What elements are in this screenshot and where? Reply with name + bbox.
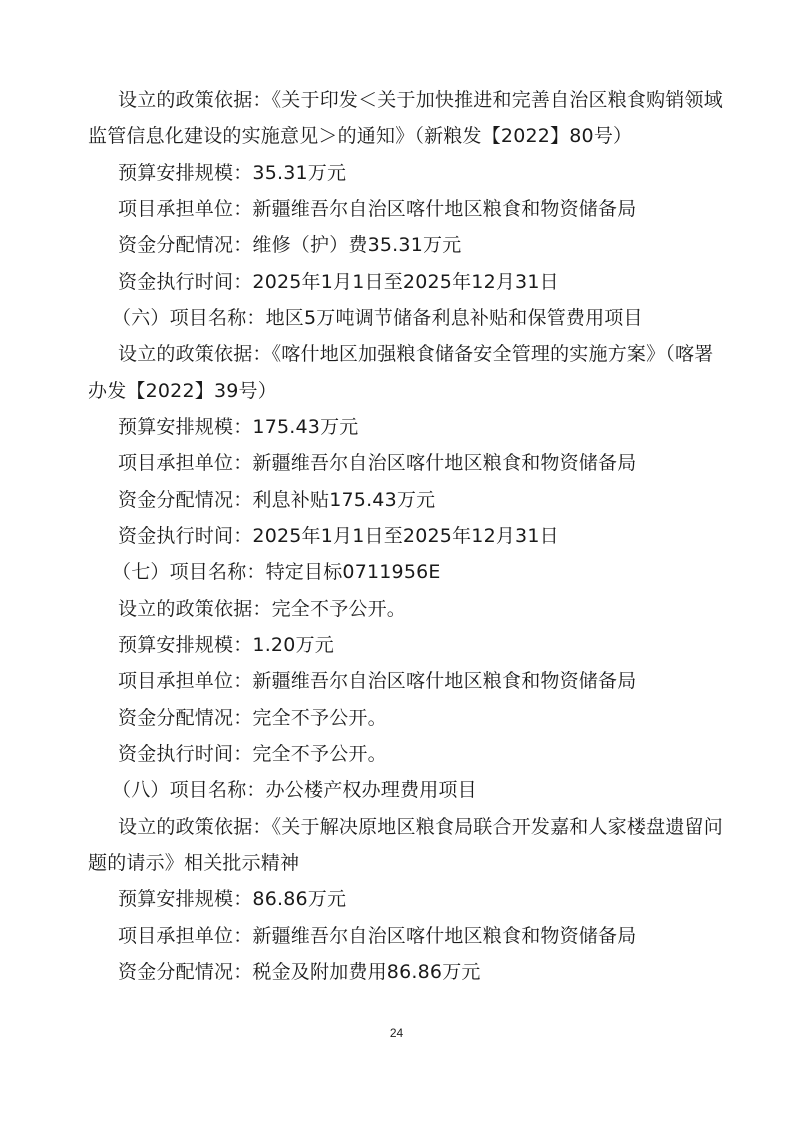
- text-line: 预算安排规模：35.31万元: [118, 162, 347, 184]
- text-line: 资金分配情况：完全不予公开。: [118, 707, 387, 729]
- text-line: 资金分配情况：维修（护）费35.31万元: [118, 234, 462, 256]
- section-heading: （七）项目名称：特定目标0711956E: [112, 561, 441, 583]
- text-line: 预算安排规模：1.20万元: [118, 634, 334, 656]
- text-line: 资金分配情况：利息补贴175.43万元: [118, 489, 436, 511]
- text-line: 项目承担单位：新疆维吾尔自治区喀什地区粮食和物资储备局: [118, 198, 637, 220]
- text-line: 设立的政策依据：《关于解决原地区粮食局联合开发嘉和人家楼盘遗留问: [118, 816, 723, 838]
- text-line: 项目承担单位：新疆维吾尔自治区喀什地区粮食和物资储备局: [118, 925, 637, 947]
- section-heading: （六）项目名称：地区5万吨调节储备利息补贴和保管费用项目: [112, 307, 643, 329]
- text-line: 预算安排规模：86.86万元: [118, 888, 347, 910]
- text-line: 资金执行时间：2025年1月1日至2025年12月31日: [118, 525, 559, 547]
- text-line: 题的请示》相关批示精神: [88, 852, 300, 874]
- text-line: 资金执行时间：2025年1月1日至2025年12月31日: [118, 271, 559, 293]
- text-line: 项目承担单位：新疆维吾尔自治区喀什地区粮食和物资储备局: [118, 670, 637, 692]
- text-line: 项目承担单位：新疆维吾尔自治区喀什地区粮食和物资储备局: [118, 452, 637, 474]
- text-line: 设立的政策依据：完全不予公开。: [118, 598, 407, 620]
- section-heading: （八）项目名称：办公楼产权办理费用项目: [112, 779, 477, 801]
- text-line: 监管信息化建设的实施意见＞的通知》（新粮发【2022】80号）: [88, 125, 633, 147]
- text-line: 预算安排规模：175.43万元: [118, 416, 359, 438]
- text-line: 资金分配情况：税金及附加费用86.86万元: [118, 961, 481, 983]
- text-line: 设立的政策依据：《关于印发＜关于加快推进和完善自治区粮食购销领域: [118, 89, 723, 111]
- text-line: 资金执行时间：完全不予公开。: [118, 743, 387, 765]
- page-number: 24: [389, 1026, 404, 1040]
- text-line: 设立的政策依据：《喀什地区加强粮食储备安全管理的实施方案》（喀署: [118, 343, 714, 365]
- text-line: 办发【2022】39号）: [88, 380, 277, 402]
